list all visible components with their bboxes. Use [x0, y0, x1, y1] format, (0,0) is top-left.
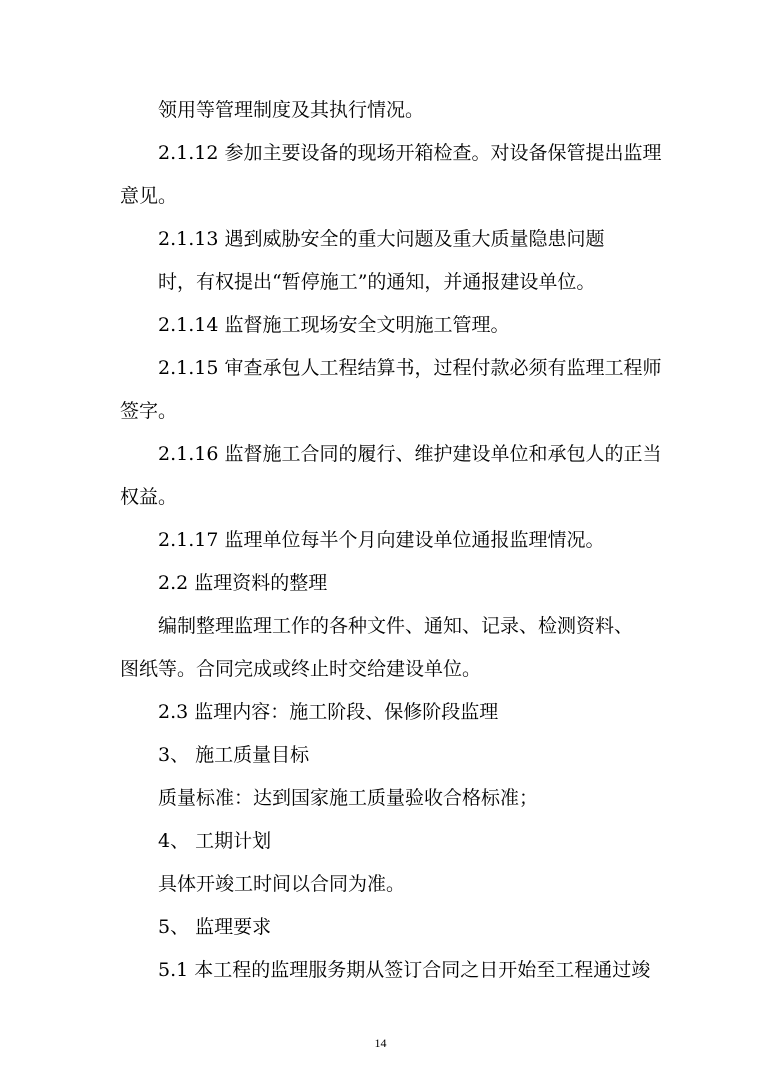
- text-line: 2.1.15 审查承包人工程结算书，过程付款必须有监理工程师: [158, 357, 662, 379]
- text-line: 2.1.14 监督施工现场安全文明施工管理。: [158, 314, 510, 336]
- section-heading: 2.3 监理内容：施工阶段、保修阶段监理: [158, 701, 499, 723]
- text-line: 2.1.17 监理单位每半个月向建设单位通报监理情况。: [158, 529, 605, 551]
- text-line: 签字。: [120, 400, 178, 422]
- text-line: 意见。: [120, 185, 178, 207]
- text-line: 具体开竣工时间以合同为准。: [158, 873, 406, 895]
- text-line: 5.1 本工程的监理服务期从签订合同之日开始至工程通过竣: [158, 959, 651, 981]
- text-line: 图纸等。合同完成或终止时交给建设单位。: [120, 658, 482, 680]
- text-line: 2.1.12 参加主要设备的现场开箱检查。对设备保管提出监理: [158, 142, 662, 164]
- section-heading: 3、 施工质量目标: [158, 744, 310, 766]
- text-line: 2.1.13 遇到威胁安全的重大问题及重大质量隐患问题: [158, 228, 605, 250]
- section-heading: 2.2 监理资料的整理: [158, 572, 328, 594]
- text-line: 权益。: [120, 486, 178, 508]
- text-line: 质量标准：达到国家施工质量验收合格标准；: [158, 787, 539, 809]
- section-heading: 4、 工期计划: [158, 830, 272, 852]
- page-number: 14: [374, 1036, 387, 1050]
- section-heading: 5、 监理要求: [158, 916, 272, 938]
- text-line: 领用等管理制度及其执行情况。: [158, 99, 425, 121]
- text-line: 时，有权提出“暂停施工”的通知，并通报建设单位。: [158, 271, 596, 293]
- text-line: 2.1.16 监督施工合同的履行、维护建设单位和承包人的正当: [158, 443, 662, 465]
- text-line: 编制整理监理工作的各种文件、通知、记录、检测资料、: [158, 615, 634, 637]
